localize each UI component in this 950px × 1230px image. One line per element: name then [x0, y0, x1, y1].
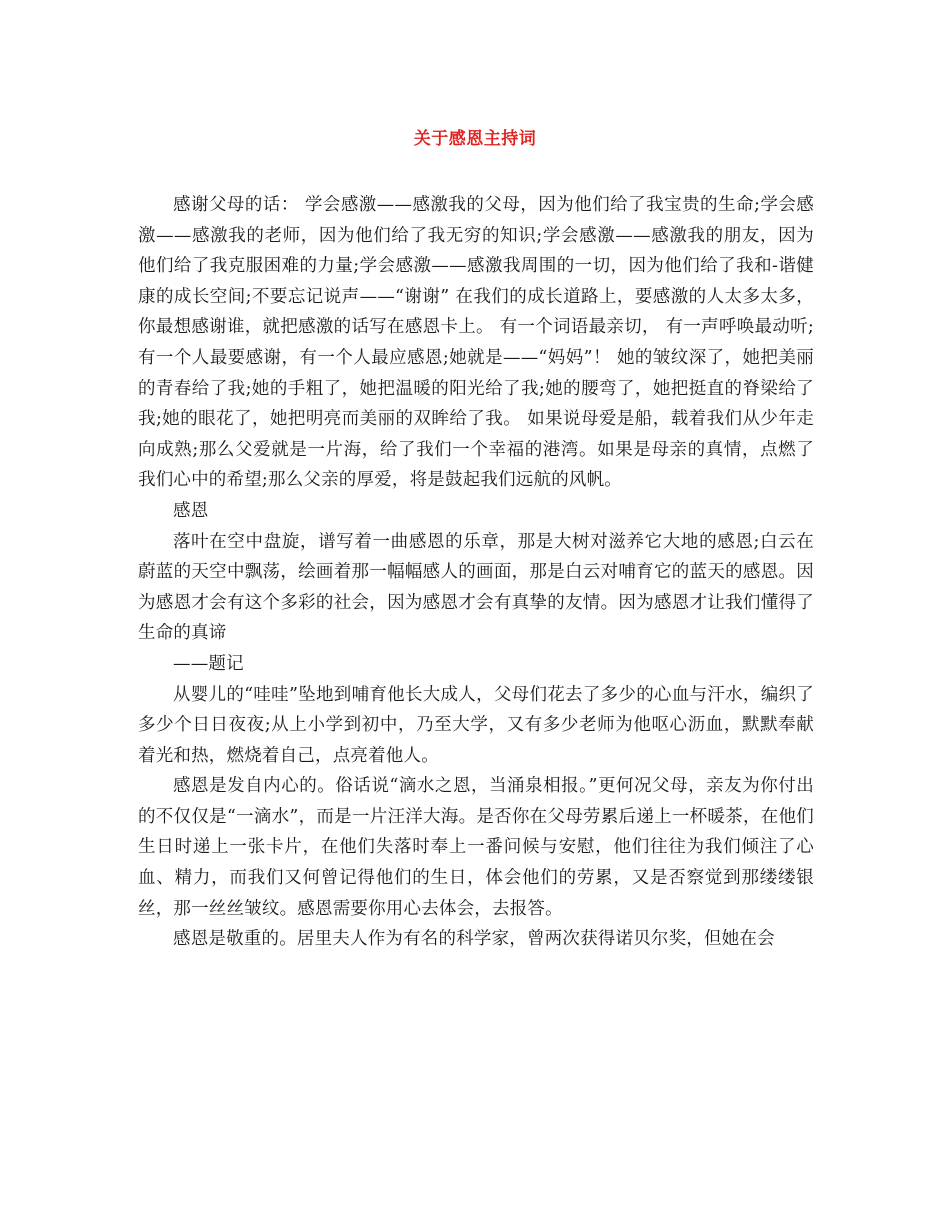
document-body [138, 190, 814, 955]
paragraph-falling-leaves: 落叶在空中盘旋，谱写着一曲感恩的乐章，那是大树对滋养它大地的感恩;白云在蔚蓝的天空中飘荡，绘画着那一幅幅感人的画面，那是白云对哺育它的蓝天的感恩。因为感恩才会有这个多彩的社会，因为感恩才会有真挚的友情。因为感恩才让我们懂得了生命的真谛 [138, 531, 814, 644]
section-heading-gratitude: 感恩 [173, 500, 209, 521]
paragraph-thanks-parents: 感谢父母的话： 学会感激——感激我的父母，因为他们给了我宝贵的生命;学会感激——感激我的老师，因为他们给了我无穷的知识;学会感激——感激我的朋友，因为他们给了我克服困难的力量;学会感激——感激我周围的一切，因为他们给了我和-谐健康的成长空间;不要忘记说声——“谢谢” 在我们的成长道路上，要感激的人太多太多，你最想感谢谁，就把感激的话写在感恩卡上。 有一个词语最亲切， 有一声呼唤最动听;有一个人最要感谢，有一个人最应感恩;她就是——“妈妈”！ 她的皱纹深了，她把美丽的青春给了我;她的手粗了，她把温暖的阳光给了我;她的腰弯了，她把挺直的脊梁给了我;她的眼花了，她把明亮而美丽的双眸给了我。 如果说母爱是船，载着我们从少年走向成熟;那么父爱就是一片海，给了我们一个幸福的港湾。如果是母亲的真情，点燃了我们心中的希望;那么父亲的厚爱，将是鼓起我们远航的风帆。 [138, 195, 814, 491]
paragraph-epigraph: ——题记 [173, 653, 244, 674]
paragraph-infant: 从婴儿的“哇哇”坠地到哺育他长大成人，父母们花去了多少的心血与汗水，编织了多少个日日夜夜;从上小学到初中，乃至大学，又有多少老师为他呕心沥血，默默奉献着光和热，燃烧着自己，点亮着他人。 [138, 684, 814, 766]
paragraph-respect: 感恩是敬重的。居里夫人作为有名的科学家，曾两次获得诺贝尔奖，但她在会 [173, 929, 775, 950]
paragraph-from-heart: 感恩是发自内心的。俗话说“滴水之恩，当涌泉相报。”更何况父母，亲友为你付出的不仅仅是“一滴水”，而是一片汪洋大海。是否你在父母劳累后递上一杯暖茶，在他们生日时递上一张卡片，在他们失落时奉上一番问候与安慰，他们往往为我们倾注了心血、精力，而我们又何曾记得他们的生日，体会他们的劳累，又是否察觉到那缕缕银丝，那一丝丝皱纹。感恩需要你用心去体会，去报答。 [138, 776, 814, 919]
document-title: 关于感恩主持词 [413, 129, 537, 149]
